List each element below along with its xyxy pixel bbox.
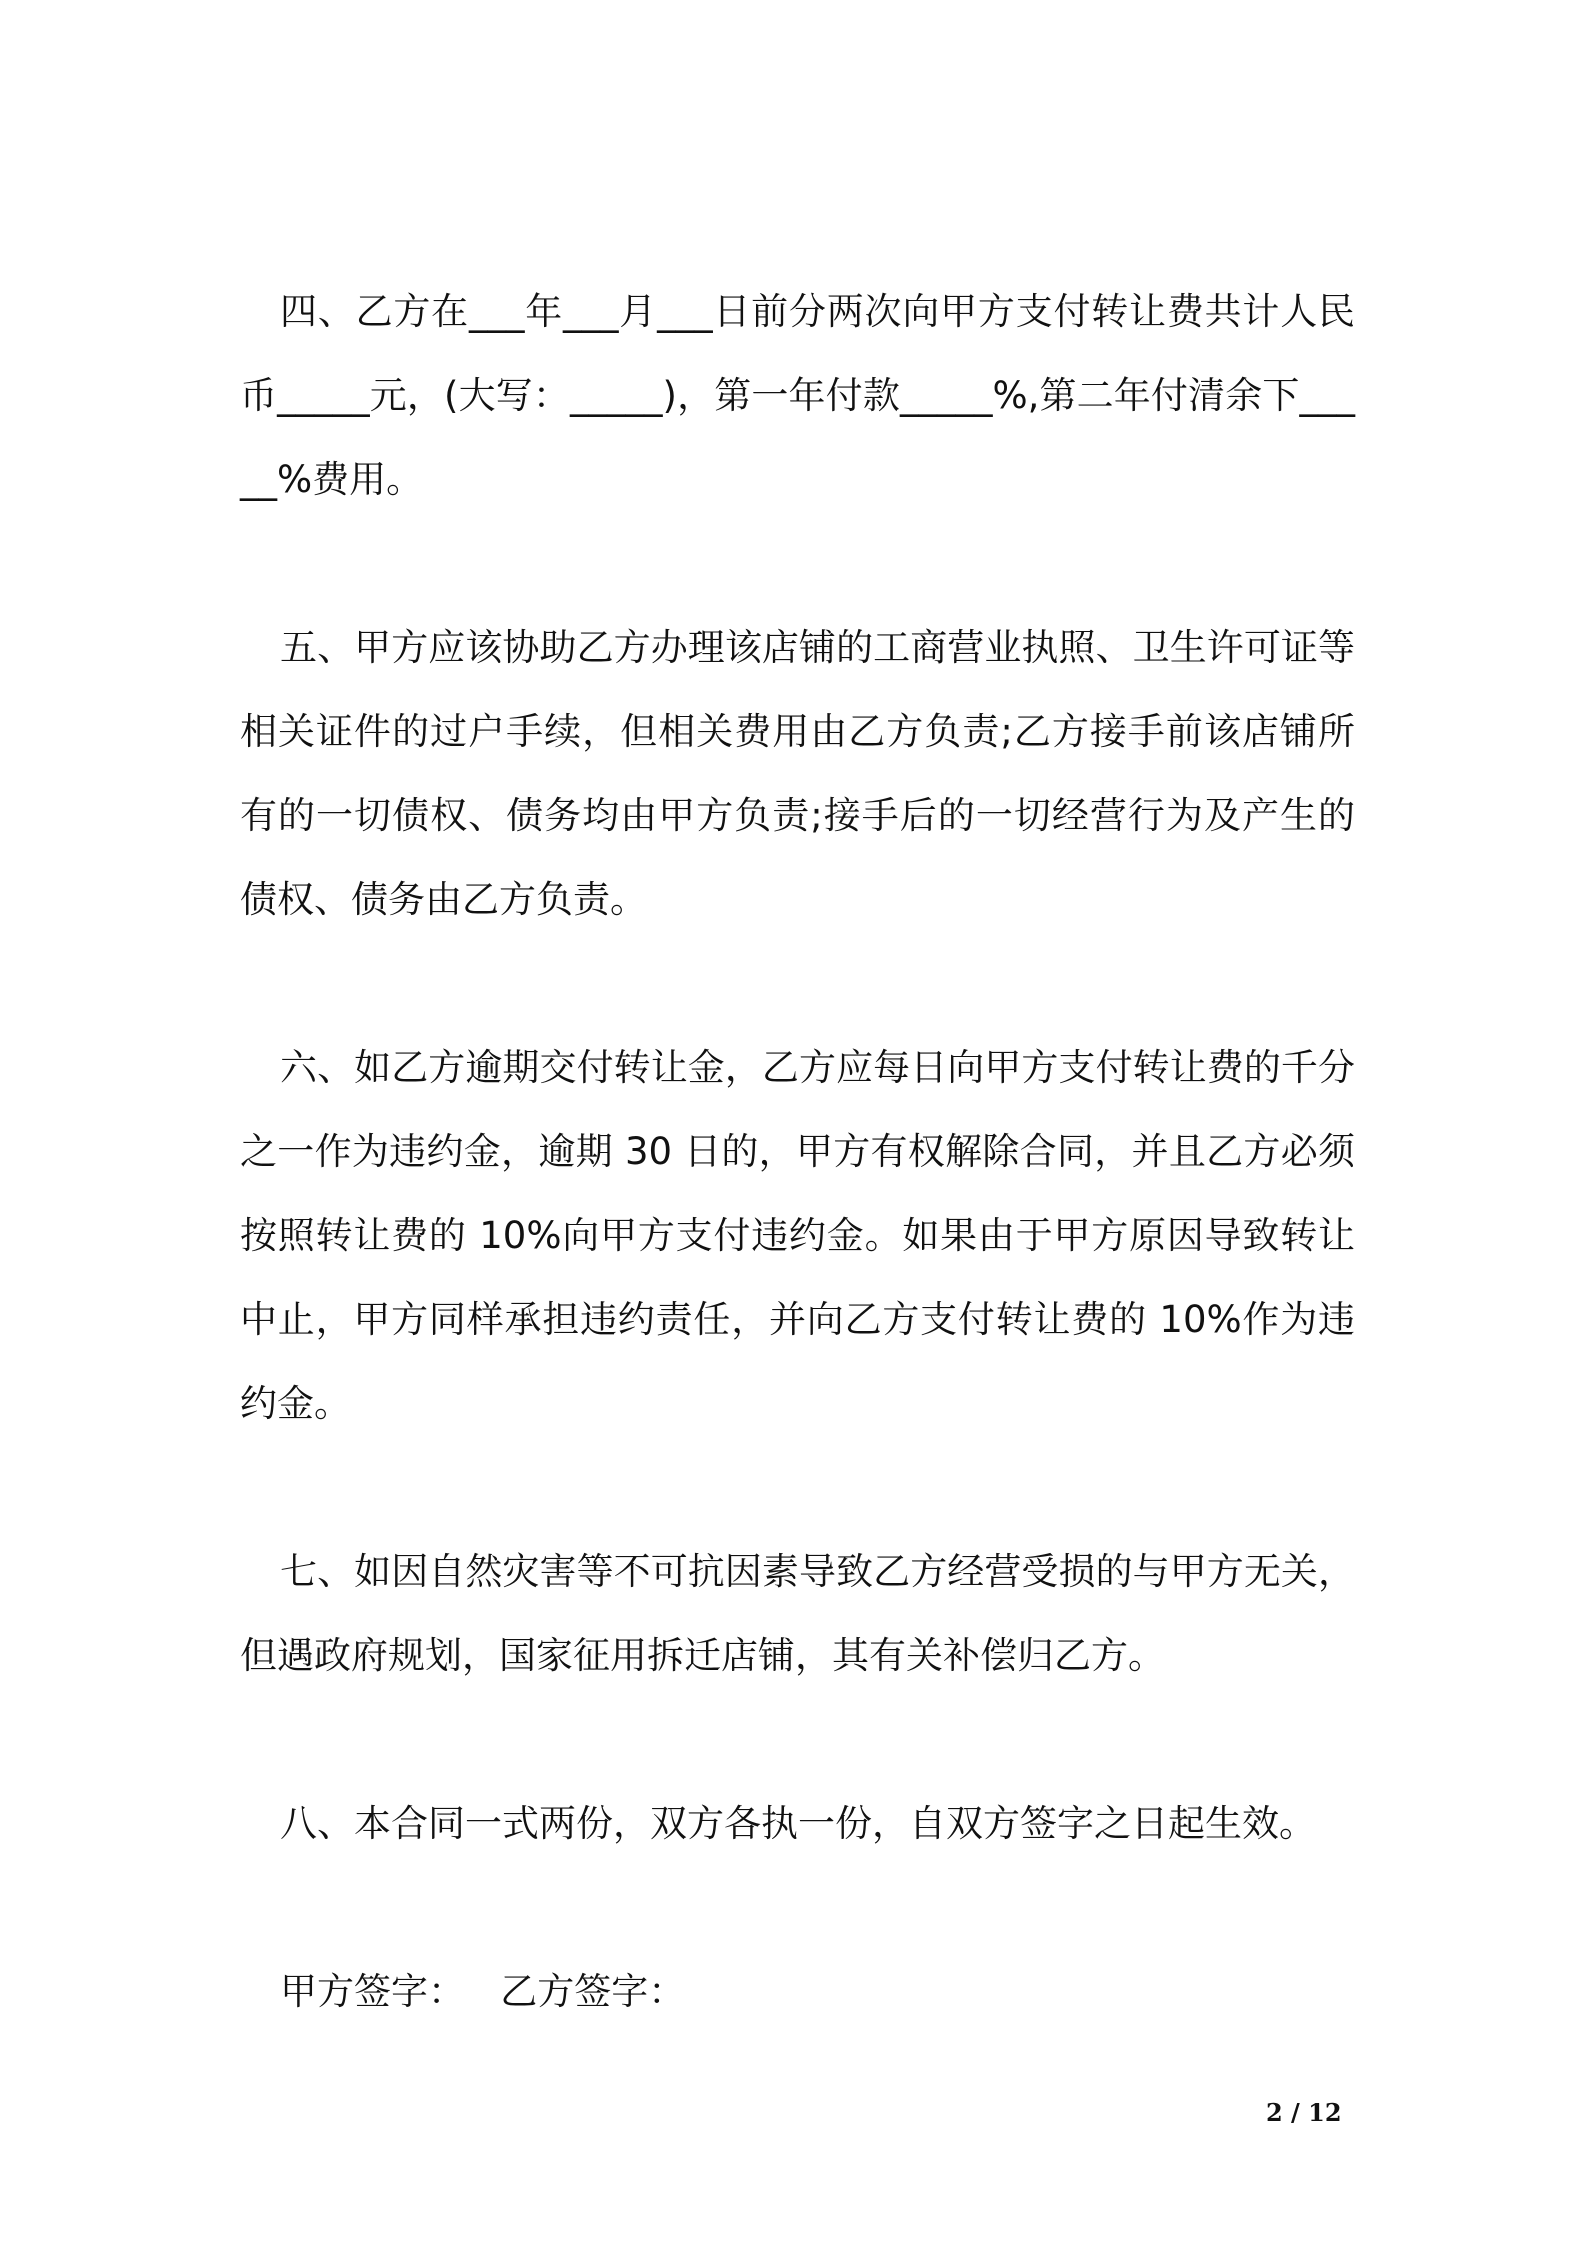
signature-line (240, 1950, 1355, 2034)
clause-4: 四、乙方在___年___月___日前分两次向甲方支付转让费共计人民币_____元，(大写：_____)，第一年付款_____%,第二年付清余下_____%费用。 (240, 290, 1355, 501)
clause-6: 六、如乙方逾期交付转让金，乙方应每日向甲方支付转让费的千分之一作为违约金，逾期 30 日的，甲方有权解除合同，并且乙方必须按照转让费的 10%向甲方支付违约金。如果由于甲方原因导致转让中止，甲方同样承担违约责任，并向乙方支付转让费的 10%作为违约金。 (240, 1046, 1355, 1425)
clause-7: 七、如因自然灾害等不可抗因素导致乙方经营受损的与甲方无关，但遇政府规划，国家征用拆迁店铺，其有关补偿归乙方。 (240, 1550, 1355, 1677)
clause-8: 八、本合同一式两份，双方各执一份，自双方签字之日起生效。 (280, 1802, 1316, 1845)
party-a-signature-label: 甲方签字： (280, 1970, 465, 2013)
page-number: 2 / 12 (1266, 2098, 1342, 2127)
party-b-signature-label: 乙方签字： (500, 1970, 686, 2013)
contract-body (240, 270, 1355, 2034)
clause-5: 五、甲方应该协助乙方办理该店铺的工商营业执照、卫生许可证等相关证件的过户手续，但相关费用由乙方负责;乙方接手前该店铺所有的一切债权、债务均由甲方负责;接手后的一切经营行为及产生的债权、债务由乙方负责。 (240, 626, 1355, 921)
